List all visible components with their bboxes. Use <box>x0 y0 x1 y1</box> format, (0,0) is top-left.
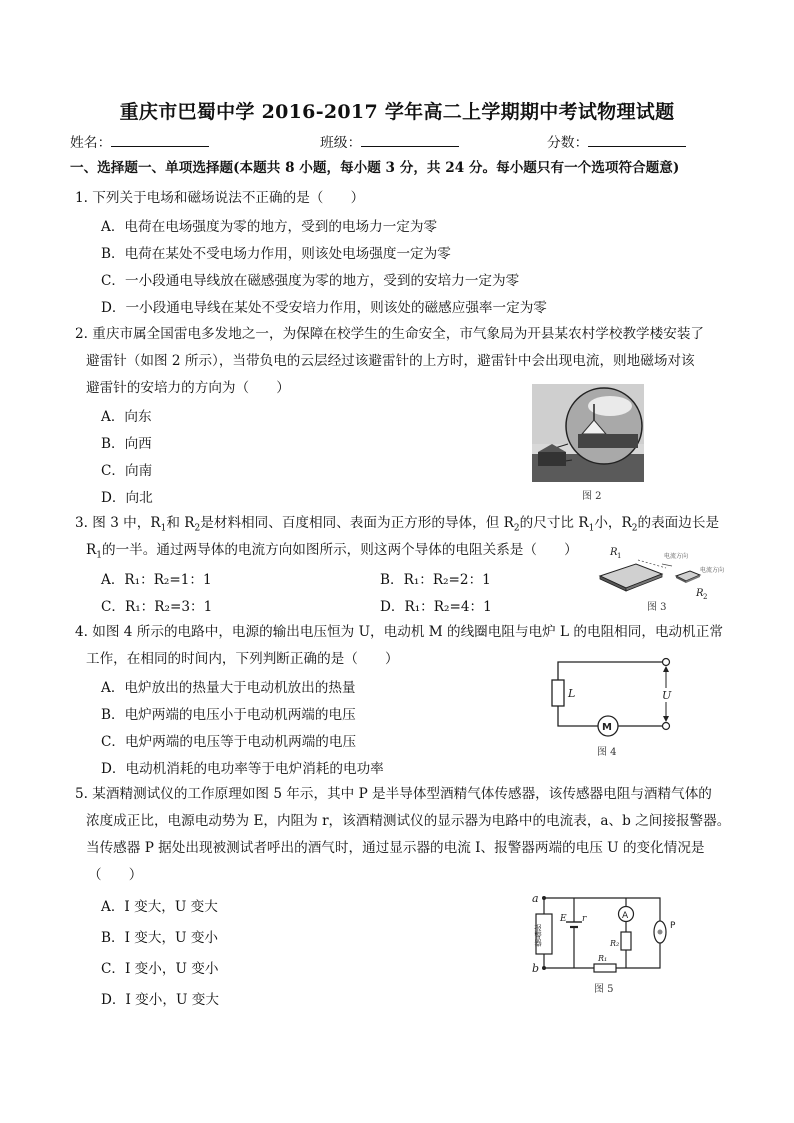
score-label: 分数： <box>547 135 589 151</box>
section-heading: 一、选择题一、单项选择题(本题共 8 小题，每小题 3 分，共 24 分。每小题只有一个选项符合题意) <box>70 160 680 176</box>
svg-text:R: R <box>696 588 704 599</box>
q1-option-b: B．电荷在某处不受电场力作用，则该处电场强度一定为零 <box>101 246 451 262</box>
svg-text:2: 2 <box>703 593 708 600</box>
page-title: 重庆市巴蜀中学 2016-2017 学年高二上学期期中考试物理试题 <box>119 101 675 123</box>
q2-stem-line2: 避雷针（如图 2 所示），当带负电的云层经过该避雷针的上方时，避雷针中会出现电流，则地磁场对该 <box>86 353 695 369</box>
score-field <box>547 133 686 153</box>
q5-stem-line1: 5. 某酒精测试仪的工作原理如图 5 年示，其中 P 是半导体型酒精气体传感器，该传感器电阻与酒精气体的 <box>75 786 712 802</box>
q2-option-c: C．向南 <box>101 463 153 479</box>
q3-r2-sub: 2 <box>194 523 201 534</box>
q3-r2: R <box>184 515 195 531</box>
q3-r1: R <box>578 515 589 531</box>
q3-text: 的一半。通过两导体的电流方向如图所示，则这两个导体的电阻关系是（ ） <box>101 542 578 558</box>
fig5-label-r: r <box>582 914 587 924</box>
q2-option-d: D．向北 <box>101 490 153 506</box>
q5-option-b: B．I 变大，U 变小 <box>101 930 219 946</box>
name-blank <box>111 133 209 147</box>
q3-r2: R <box>621 515 632 531</box>
q1-stem: 1. 下列关于电场和磁场说法不正确的是（ ） <box>75 190 365 206</box>
q3-r2-sub: 2 <box>513 523 520 534</box>
q3-text: 和 <box>166 515 185 531</box>
figure-3-conductors <box>592 542 732 600</box>
svg-text:1: 1 <box>617 552 622 560</box>
q4-option-b: B．电炉两端的电压小于电动机两端的电压 <box>101 707 356 723</box>
q3-r1: R <box>86 542 97 558</box>
fig5-label-P: P <box>670 921 676 931</box>
q2-option-b: B．向西 <box>101 436 152 452</box>
figure-5-circuit <box>530 888 690 976</box>
q3-option-b: B．R₁：R₂=2：1 <box>380 572 491 588</box>
figure-4-circuit <box>548 652 678 742</box>
fig5-label-R2: R₂ <box>610 939 620 948</box>
q3-r1-sub: 1 <box>588 523 595 534</box>
class-label: 班级： <box>320 135 362 151</box>
fig5-label-a: a <box>532 892 539 905</box>
q5-option-c: C．I 变小，U 变小 <box>101 961 219 977</box>
q3-text: 3. 图 3 中， <box>75 515 151 531</box>
q2-stem-line1: 2. 重庆市属全国雷电多发地之一，为保障在校学生的生命安全，市气象局为开县某农村学校教学楼安装了 <box>75 326 705 342</box>
q5-option-a: A．I 变大，U 变大 <box>101 899 218 915</box>
q3-r2-sub: 2 <box>631 523 638 534</box>
q4-stem-line1: 4. 如图 4 所示的电路中，电源的输出电压恒为 U，电动机 M 的线圈电阻与电炉 L 的电阻相同，电动机正常 <box>75 624 723 640</box>
q5-option-d: D．I 变小，U 变大 <box>101 992 219 1008</box>
fig5-label-b: b <box>532 962 540 975</box>
figure-4-caption: 图 4 <box>597 747 617 758</box>
q5-stem-line3: 当传感器 P 据处出现被测试者呼出的酒气时，通过显示器的电流 I、报警器两端的电压 U 的变化情况是 <box>86 840 705 856</box>
q4-option-c: C．电炉两端的电压等于电动机两端的电压 <box>101 734 357 750</box>
name-field <box>70 133 209 153</box>
fig4-label-M: M <box>602 722 612 733</box>
q4-option-a: A．电炉放出的热量大于电动机放出的热量 <box>101 680 356 696</box>
fig5-label-E: E <box>560 914 567 924</box>
q3-option-a: A．R₁：R₂=1：1 <box>101 572 212 588</box>
q1-option-c: C．一小段通电导线放在磁感强度为零的地方，受到的安培力一定为零 <box>101 273 520 289</box>
figure-5-caption: 图 5 <box>594 984 614 995</box>
q2-option-a: A．向东 <box>101 409 152 425</box>
q5-stem-line4: （ ） <box>88 867 143 883</box>
q3-text: 小， <box>594 515 622 531</box>
q2-stem-line3: 避雷针的安培力的方向为（ ） <box>86 380 290 396</box>
figure-2-caption: 图 2 <box>582 491 602 502</box>
q3-stem-line2 <box>86 540 578 566</box>
fig5-label-A: A <box>622 911 629 921</box>
name-label: 姓名： <box>70 135 112 151</box>
q3-text: 是材料相同、百度相同、表面为正方形的导体，但 <box>200 515 504 531</box>
figure-3-caption: 图 3 <box>647 602 667 613</box>
fig5-alarm-label: 报警器 <box>533 924 543 947</box>
q3-text: 的尺寸比 <box>519 515 579 531</box>
q4-option-d: D．电动机消耗的电功率等于电炉消耗的电功率 <box>101 761 384 777</box>
class-field <box>320 133 459 153</box>
q1-option-d: D．一小段通电导线在某处不受安培力作用，则该处的磁感应强率一定为零 <box>101 300 547 316</box>
class-blank <box>361 133 459 147</box>
fig4-label-L: L <box>568 687 576 700</box>
q3-option-d: D．R₁：R₂=4：1 <box>380 599 492 615</box>
q3-r1: R <box>150 515 161 531</box>
q3-r1-sub: 1 <box>160 523 167 534</box>
q3-option-c: C．R₁：R₂=3：1 <box>101 599 213 615</box>
q1-option-a: A．电荷在电场强度为零的地方，受到的电场力一定为零 <box>101 219 438 235</box>
fig5-label-R1: R₁ <box>598 954 608 963</box>
q3-stem-line1 <box>75 513 719 539</box>
score-blank <box>588 133 686 147</box>
q3-r2: R <box>503 515 514 531</box>
q4-stem-line2: 工作，在相同的时间内，下列判断正确的是（ ） <box>86 651 399 667</box>
svg-text:R: R <box>610 547 618 558</box>
q3-r1-sub: 1 <box>96 550 102 561</box>
q5-stem-line2: 浓度成正比，电源电动势为 E，内阻为 r，该酒精测试仪的显示器为电路中的电流表，a、b 之间接报警器。 <box>86 813 731 829</box>
figure-2-lightning-rod-photo <box>532 384 644 482</box>
fig3-current-label-2: 电流方向 <box>700 567 725 574</box>
fig3-current-label: 电流方向 <box>664 553 689 560</box>
q3-text: 的表面边长是 <box>637 515 720 531</box>
fig4-label-U: U <box>662 689 672 702</box>
